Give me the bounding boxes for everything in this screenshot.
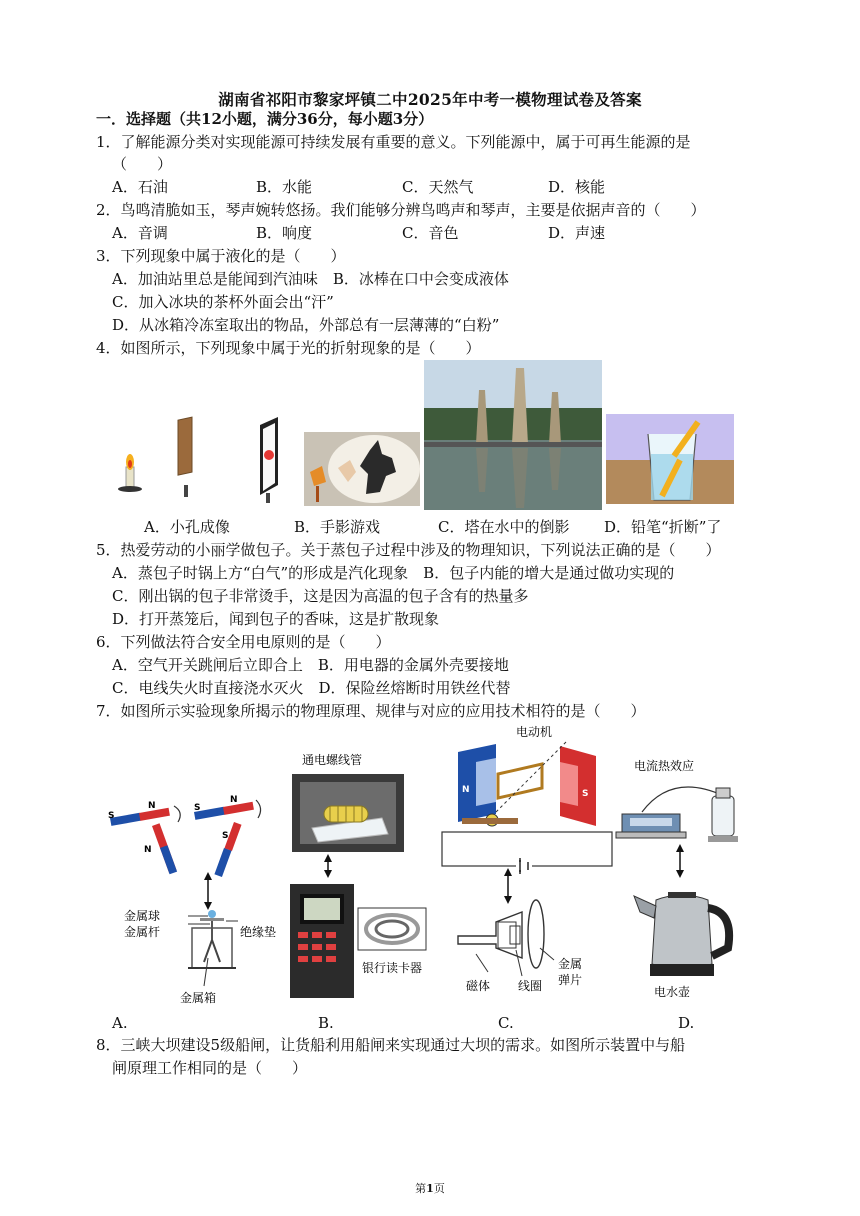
q4-option-b: B．手影游戏 (294, 518, 381, 536)
svg-text:通电螺线管: 通电螺线管 (302, 753, 363, 767)
q7-option-d: D. (678, 1014, 695, 1032)
svg-text:电动机: 电动机 (516, 725, 553, 739)
q2-option-a: A．音调 (112, 224, 168, 242)
q5-option-c: C．刚出锅的包子非常烫手，这是因为高温的包子含有的热量多 (112, 587, 529, 605)
q4-option-d: D．铅笔“折断”了 (604, 518, 722, 536)
svg-text:S: S (222, 831, 229, 841)
q4-stem: 4．如图所示，下列现象中属于光的折射现象的是（ ） (96, 339, 481, 357)
q4-option-a: A．小孔成像 (144, 518, 230, 536)
svg-text:磁体: 磁体 (466, 979, 491, 993)
candle-icon (118, 454, 142, 492)
q5-option-d: D．打开蒸笼后，闻到包子的香味，这是扩散现象 (112, 610, 440, 628)
heating-apparatus-icon (616, 787, 738, 842)
q5-options-ab: A．蒸包子时锅上方“白气”的形成是汽化现象 B．包子内能的增大是通过做功实现的 (112, 564, 675, 582)
q6-stem: 6．下列做法符合安全用电原则的是（ ） (96, 633, 391, 651)
card-reader-icon (290, 884, 354, 998)
electroscope-icon (188, 910, 238, 986)
q5-stem: 5．热爱劳动的小丽学做包子。关于蒸包子过程中涉及的物理知识，下列说法正确的是（ ） (96, 541, 721, 559)
svg-text:金属球: 金属球 (124, 909, 161, 923)
svg-text:S: S (582, 789, 589, 799)
svg-text:银行读卡器: 银行读卡器 (362, 961, 423, 975)
q3-stem: 3．下列现象中属于液化的是（ ） (96, 247, 346, 265)
double-arrow-icon (324, 854, 332, 878)
svg-text:线圈: 线圈 (518, 979, 543, 993)
svg-text:S: S (194, 803, 201, 813)
q7-option-a: A. (112, 1014, 128, 1032)
q1-option-b: B．水能 (256, 178, 313, 196)
svg-text:金属杆: 金属杆 (124, 925, 161, 939)
screen-icon (260, 417, 278, 503)
q2-option-d: D．声速 (548, 224, 606, 242)
q8-stem: 8．三峡大坝建设5级船闸，让货船利用船闸来实现通过大坝的需求。如图所示装置中与船 (96, 1036, 686, 1054)
q3-option-c: C．加入冰块的茶杯外面会出“汗” (112, 293, 334, 311)
section-heading: 一．选择题（共12小题，满分36分，每小题3分） (96, 110, 434, 128)
page-footer: 第1页 (415, 1182, 445, 1195)
electric-kettle-icon (634, 892, 729, 976)
q7-option-c: C. (498, 1014, 514, 1032)
q1-option-a: A．石油 (112, 178, 168, 196)
q2-option-c: C．音色 (402, 224, 459, 242)
q3-options-ab: A．加油站里总是能闻到汽油味 B．冰棒在口中会变成液体 (112, 270, 509, 288)
svg-text:弹片: 弹片 (558, 973, 583, 987)
svg-text:绝缘垫: 绝缘垫 (240, 925, 277, 939)
q7-stem: 7．如图所示实验现象所揭示的物理原理、规律与对应的应用技术相符的是（ ） (96, 702, 646, 720)
q2-stem: 2．鸟鸣清脆如玉，琴声婉转悠扬。我们能够分辨鸟鸣声和琴声，主要是依据声音的（ ） (96, 201, 706, 219)
page-number: 1 (426, 1182, 434, 1195)
q8-stem-cont: 闸原理工作相同的是（ ） (112, 1059, 308, 1077)
svg-text:N: N (230, 795, 238, 805)
magnet-electroscope-figure (104, 790, 294, 1008)
q1-option-c: C．天然气 (402, 178, 474, 196)
double-arrow-icon (504, 868, 512, 904)
q2-option-b: B．响度 (256, 224, 313, 242)
q1-stem-cont: （ ） (112, 155, 173, 173)
svg-text:电水壶: 电水壶 (654, 985, 691, 999)
heat-kettle-figure (612, 752, 762, 1008)
coil-detail-icon (358, 908, 426, 950)
q7-option-b: B. (318, 1014, 334, 1032)
motor-microphone-figure (436, 722, 616, 1008)
tower-reflection-figure (424, 360, 602, 510)
double-arrow-icon (676, 844, 684, 878)
microphone-icon (458, 900, 554, 976)
page-title: 湖南省祁阳市黎家坪镇二中2025年中考一模物理试卷及答案 (218, 90, 642, 109)
q3-option-d: D．从冰箱冷冻室取出的物品，外部总有一层薄薄的“白粉” (112, 316, 500, 334)
motor-icon (458, 742, 596, 826)
q1-stem: 1．了解能源分类对实现能源可持续发展有重要的意义。下列能源中，属于可再生能源的是 (96, 133, 691, 151)
svg-text:N: N (148, 801, 156, 811)
pencil-glass-figure (606, 414, 734, 504)
svg-text:S: S (108, 811, 115, 821)
svg-text:N: N (144, 845, 152, 855)
hand-shadow-figure (304, 432, 420, 506)
double-arrow-icon (204, 872, 212, 910)
q4-option-c: C．塔在水中的倒影 (438, 518, 570, 536)
magnet-pair-left-icon (110, 808, 177, 875)
pinhole-figure (108, 405, 294, 505)
q1-option-d: D．核能 (548, 178, 606, 196)
svg-text:金属箱: 金属箱 (180, 991, 217, 1005)
solenoid-reader-figure (284, 748, 454, 1008)
q6-options-cd: C．电线失火时直接浇水灭火 D．保险丝熔断时用铁丝代替 (112, 679, 511, 697)
svg-text:N: N (462, 785, 470, 795)
q6-options-ab: A．空气开关跳闸后立即合上 B．用电器的金属外壳要接地 (112, 656, 509, 674)
svg-text:电流热效应: 电流热效应 (634, 759, 695, 773)
solenoid-icon (292, 774, 404, 852)
svg-text:金属: 金属 (558, 957, 583, 971)
